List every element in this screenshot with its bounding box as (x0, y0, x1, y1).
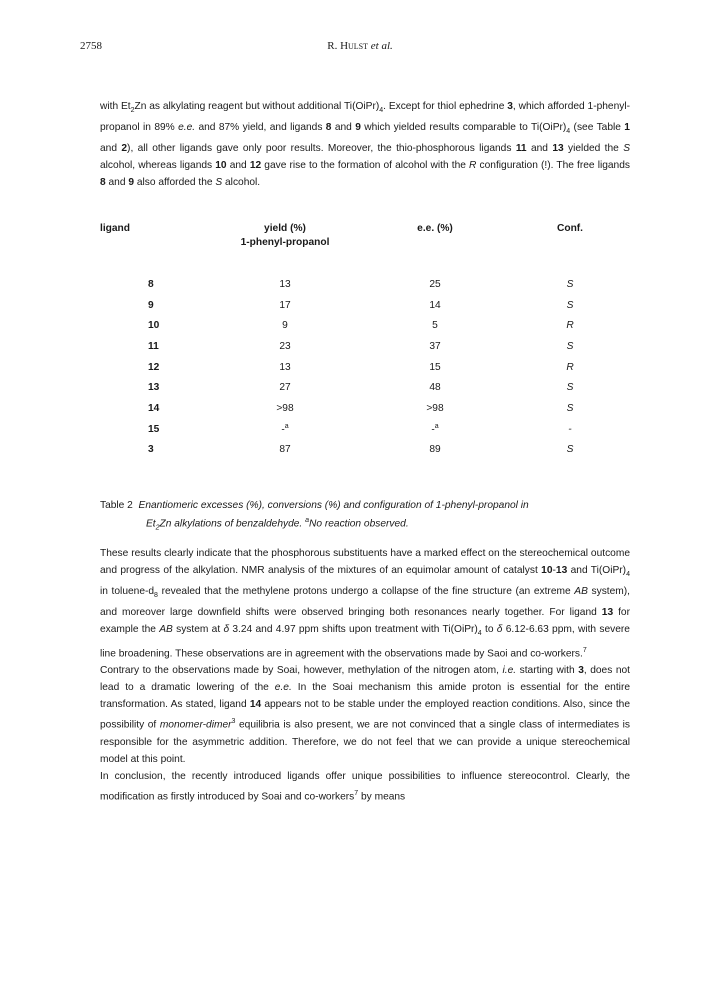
cell-conf: S (566, 278, 574, 290)
table-row (100, 295, 630, 316)
paragraph-1-text: with $Et_2Zn$ as alkylating reagent but without additional $Ti(OiPr)_4$. Except for thiol ephedrine 3, which afforded 1-phenyl-propanol in 89% e.e. and 87% yield, and ligands 8 and 9 which yielded results comparable to $Ti(OiPr)_4$ (see Table 1 and 2), all other ligands gave only poor results. Moreover, the thio-phosphorous ligands 11 and 13 yielded the S alcohol, whereas ligands 10 and 12 gave rise to the formation of alcohol with the R configuration (!). The free ligands 8 and 9 also afforded the S alcohol. (100, 101, 631, 189)
paragraph-2-text: These results clearly indicate that the phosphorous substituents have a marked effect on the stereochemical outcome and progress of the alkylation. NMR analysis of the mixtures of an equimolar amount of catalyst 10-13 and $Ti(OiPr)_4$ in toluene-$d_8$ revealed that the methylene protons undergo a collapse of the fine structure (an extreme AB system), and moreover large downfield shifts were observed bringing both resonances nearly together. For ligand 13 for example the AB system at δ 3.24 and 4.97 ppm shifts upon treatment with $Ti(OiPr)_4$ to δ 6.12-6.63 ppm, with severe line broadening. These observations are in agreement with the observations made by Saoi and co-workers.$^7$ (100, 548, 630, 660)
cell-ligand: 12 (148, 361, 160, 373)
table-row (100, 357, 630, 378)
caption-line2: $Et_2Zn$ alkylations of benzaldehyde. $^a$No reaction observed. (146, 517, 409, 532)
cell-ligand: 9 (148, 299, 154, 311)
cell-yield: 27 (279, 382, 291, 394)
table-row (100, 377, 630, 398)
cell-yield: 23 (279, 340, 291, 352)
cell-conf: R (566, 320, 574, 332)
cell-ligand: 13 (148, 382, 160, 394)
cell-ligand: 15 (148, 423, 160, 435)
paragraph-2 (100, 545, 630, 805)
table-row (100, 336, 630, 357)
cell-ligand: 14 (148, 402, 160, 414)
cell-conf: - (568, 423, 572, 435)
table-row (100, 440, 630, 461)
col-ee: e.e. (%) (417, 223, 453, 234)
col-yield-sub: 1-phenyl-propanol (240, 237, 330, 248)
cell-yield: -$^a$ (281, 422, 289, 436)
col-ligand: ligand (100, 223, 130, 234)
table-row (100, 315, 630, 336)
caption-line1: Enantiomeric excesses (%), conversions (%) and configuration of 1-phenyl-propanol in (138, 500, 529, 511)
table-body (100, 274, 630, 460)
cell-yield: 87 (279, 444, 291, 456)
cell-ee: 89 (429, 444, 441, 456)
author-suffix: et al. (370, 40, 393, 52)
page-header (0, 40, 720, 60)
col-yield-label: yield (%) (264, 223, 306, 234)
cell-ee: 25 (429, 278, 441, 290)
cell-ee: 5 (432, 320, 438, 332)
cell-yield: 17 (279, 299, 291, 311)
table-caption (100, 498, 640, 535)
cell-yield: >98 (276, 402, 294, 414)
author-name: R. Hulst (327, 40, 369, 52)
cell-conf: R (566, 361, 574, 373)
cell-conf: S (566, 402, 574, 414)
cell-ee: 15 (429, 361, 441, 373)
page-number: 2758 (80, 40, 102, 52)
col-yield (210, 222, 360, 252)
caption-label: Table 2 (100, 500, 133, 511)
table-row (100, 419, 630, 440)
cell-ee: -$^a$ (431, 422, 439, 436)
table-row (100, 274, 630, 295)
cell-yield: 13 (279, 361, 291, 373)
cell-ee: 37 (429, 340, 441, 352)
cell-ee: 14 (429, 299, 441, 311)
results-table (100, 222, 630, 460)
paragraph-1 (100, 98, 630, 191)
cell-ligand: 3 (148, 444, 154, 456)
cell-conf: S (566, 340, 574, 352)
cell-ligand: 8 (148, 278, 154, 290)
table-row (100, 398, 630, 419)
cell-yield: 9 (282, 320, 288, 332)
cell-ee: >98 (426, 402, 444, 414)
paragraph-4-text: In conclusion, the recently introduced ligands offer unique possibilities to influence stereocontrol. Clearly, the modification as firstly introduced by Soai and co-workers$^7$ by means (100, 770, 630, 803)
running-head (0, 40, 720, 52)
col-conf: Conf. (556, 223, 584, 234)
cell-conf: S (566, 299, 574, 311)
cell-ee: 48 (429, 382, 441, 394)
cell-conf: S (566, 444, 574, 456)
cell-yield: 13 (279, 278, 291, 290)
cell-ligand: 10 (148, 320, 160, 332)
cell-conf: S (566, 382, 574, 394)
cell-ligand: 11 (148, 340, 159, 352)
paragraph-3-text: Contrary to the observations made by Soai, however, methylation of the nitrogen atom, i.e. starting with 3, does not lead to a dramatic lowering of the e.e. In the Soai mechanism this amide proton is essential for the entire transformation. As stated, ligand 14 appears not to be stable under the employed reaction conditions. Also, since the possibility of monomer-dimer$^3$ equilibria is also present, we are not convinced that a single class of intermediates is responsible for the asymmetric addition. Therefore, we do not feel that we can provide a unique stereochemical model at this point. (100, 665, 631, 765)
